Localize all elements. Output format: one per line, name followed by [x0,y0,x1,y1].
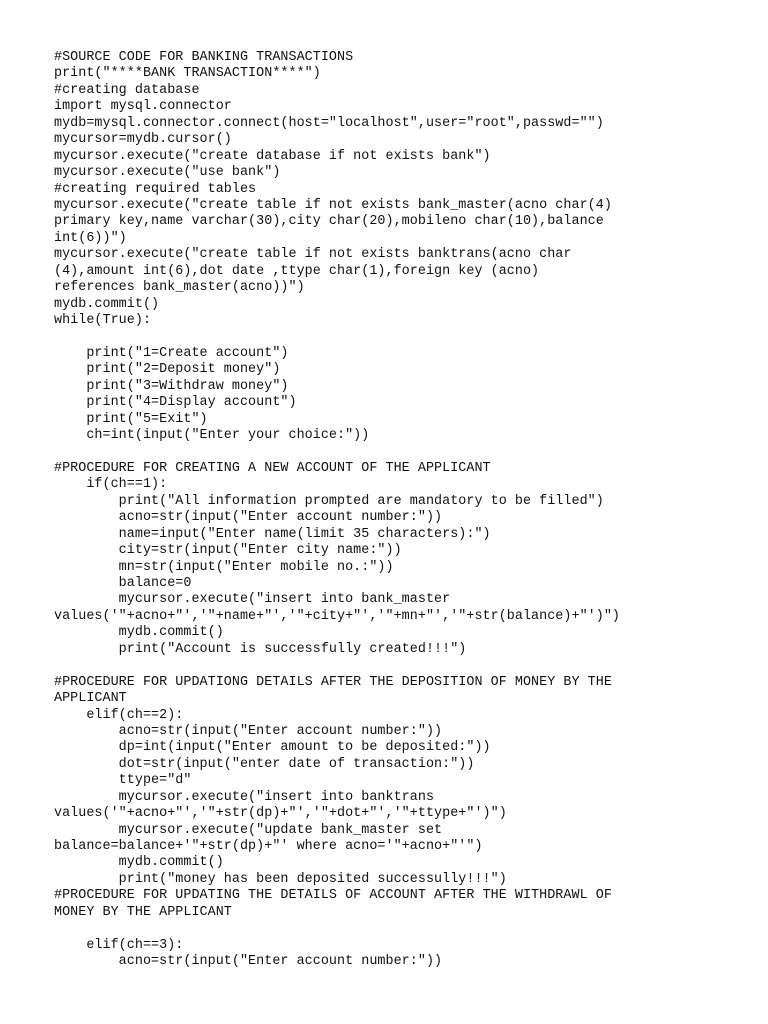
code-line: balance=balance+'"+str(dp)+"' where acno='"+acno+"'") [54,839,483,854]
code-line: references bank_master(acno))") [54,280,305,296]
code-line: print("Account is successfully created!!!") [54,641,467,657]
code-line: int(6))") [54,230,127,246]
code-line: elif(ch==3): [54,937,184,953]
code-line: mycursor.execute("create table if not exists banktrans(acno char [54,247,572,263]
code-line: mycursor.execute("use bank") [54,165,281,181]
code-line: mycursor=mydb.cursor() [54,132,232,148]
code-line: (4),amount int(6),dot date ,ttype char(1),foreign key (acno) [54,263,540,279]
code-line: ttype="d" [54,773,192,789]
code-line: mycursor.execute("insert into banktrans [54,789,435,805]
code-line: if(ch==1): [54,477,168,493]
code-line [54,921,714,937]
code-line: print("5=Exit") [54,411,208,427]
code-line: ch=int(input("Enter your choice:")) [54,428,370,444]
code-line: print("2=Deposit money") [54,362,281,378]
code-line: import mysql.connector [54,99,232,115]
code-line: print("1=Create account") [54,345,289,361]
code-line: print("All information prompted are mandatory to be filled") [54,493,604,509]
code-line: acno=str(input("Enter account number:")) [54,954,443,970]
code-line: city=str(input("Enter city name:")) [54,543,402,559]
code-line: mydb=mysql.connector.connect(host="localhost",user="root",passwd="") [54,115,604,131]
code-line: #creating database [54,82,200,98]
code-line: values('"+acno+"','"+name+"','"+city+"','"+mn+"','"+str(balance)+"')") [54,608,620,624]
code-line: MONEY BY THE APPLICANT [54,904,232,920]
code-line: primary key,name varchar(30),city char(20),mobileno char(10),balance [54,214,604,230]
code-line: values('"+acno+"','"+str(dp)+"','"+dot+"','"+ttype+"')") [54,806,507,822]
code-line: #PROCEDURE FOR UPDATING THE DETAILS OF ACCOUNT AFTER THE WITHDRAWL OF [54,888,612,904]
code-line: acno=str(input("Enter account number:")) [54,723,443,739]
code-line: #creating required tables [54,181,257,197]
code-line: mycursor.execute("insert into bank_master [54,592,451,608]
code-line: elif(ch==2): [54,707,184,723]
code-line: mydb.commit() [54,855,224,871]
code-line: mycursor.execute("update bank_master set [54,822,443,838]
code-line: while(True): [54,313,152,328]
code-line: mycursor.execute("create table if not exists bank_master(acno char(4) [54,197,612,213]
code-line: dot=str(input("enter date of transaction:")) [54,756,475,772]
code-line: mydb.commit() [54,625,224,641]
code-line: print("4=Display account") [54,395,297,411]
code-line: mycursor.execute("create database if not exists bank") [54,148,491,164]
source-code-block [54,50,714,971]
code-line: #PROCEDURE FOR CREATING A NEW ACCOUNT OF THE APPLICANT [54,460,491,476]
code-line [54,658,714,674]
code-line: mydb.commit() [54,296,160,312]
code-line: print("money has been deposited successully!!!") [54,871,507,887]
code-line: APPLICANT [54,691,127,707]
code-line: print("3=Withdraw money") [54,378,289,394]
code-line: #PROCEDURE FOR UPDATIONG DETAILS AFTER THE DEPOSITION OF MONEY BY THE [54,674,612,690]
code-line: mn=str(input("Enter mobile no.:")) [54,559,394,575]
code-line: dp=int(input("Enter amount to be deposited:")) [54,740,491,756]
code-line: acno=str(input("Enter account number:")) [54,510,443,526]
code-line [54,329,714,345]
code-line: #SOURCE CODE FOR BANKING TRANSACTIONS [54,50,354,65]
code-line [54,445,714,461]
code-line: name=input("Enter name(limit 35 characters):") [54,526,491,542]
code-line: balance=0 [54,576,192,591]
code-line: print("****BANK TRANSACTION****") [54,66,321,82]
